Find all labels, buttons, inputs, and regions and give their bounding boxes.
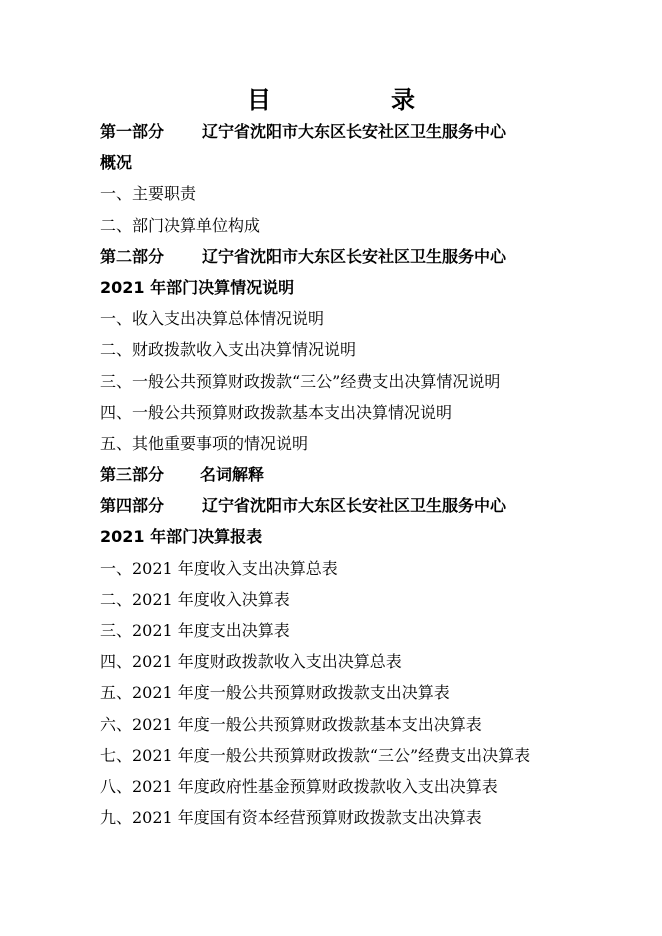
toc-item: 三、2021 年度支出决算表 <box>100 621 290 640</box>
part2-title-continued: 2021 年部门决算情况说明 <box>100 277 295 297</box>
part2-heading <box>100 241 570 272</box>
toc-item: 一、主要职责 <box>100 184 197 204</box>
toc-item: 六、2021 年度一般公共预算财政拨款基本支出决算表 <box>100 714 482 734</box>
toc-item: 三、一般公共预算财政拨款“三公”经费支出决算情况说明 <box>100 371 501 391</box>
toc-item: 七、2021 年度一般公共预算财政拨款“三公”经费支出决算表 <box>100 745 531 765</box>
toc-item: 五、2021 年度一般公共预算财政拨款支出决算表 <box>100 683 450 703</box>
toc-title: 目 录 <box>247 85 463 114</box>
part4-title-continued: 2021 年部门决算报表 <box>100 527 263 547</box>
toc-item: 八、2021 年度政府性基金预算财政拨款收入支出决算表 <box>100 776 498 796</box>
part1-title: 辽宁省沈阳市大东区长安社区卫生服务中心 <box>202 122 507 141</box>
toc-item: 一、收入支出决算总体情况说明 <box>100 309 325 329</box>
part2-title: 辽宁省沈阳市大东区长安社区卫生服务中心 <box>202 246 507 266</box>
part4-title: 辽宁省沈阳市大东区长安社区卫生服务中心 <box>202 496 507 516</box>
toc-item: 四、2021 年度财政拨款收入支出决算总表 <box>100 652 402 672</box>
toc-item: 二、财政拨款收入支出决算情况说明 <box>100 340 357 360</box>
part2-label: 第二部分 <box>100 246 165 266</box>
part4-label: 第四部分 <box>100 496 165 516</box>
table-of-contents <box>100 116 570 833</box>
toc-item: 二、2021 年度收入决算表 <box>100 589 290 609</box>
part4-heading <box>100 490 570 521</box>
toc-item: 二、部门决算单位构成 <box>100 215 261 235</box>
toc-item: 五、其他重要事项的情况说明 <box>100 433 309 453</box>
toc-item: 四、一般公共预算财政拨款基本支出决算情况说明 <box>100 402 453 422</box>
toc-item: 九、2021 年度国有资本经营预算财政拨款支出决算表 <box>100 808 482 828</box>
part1-heading <box>100 116 570 147</box>
part3-label: 第三部分 <box>100 465 165 485</box>
part3-heading <box>100 459 570 490</box>
toc-item: 一、2021 年度收入支出决算总表 <box>100 558 338 578</box>
part1-title-continued: 概况 <box>100 153 133 173</box>
part3-title: 名词解释 <box>200 465 265 485</box>
part1-label: 第一部分 <box>100 122 165 141</box>
